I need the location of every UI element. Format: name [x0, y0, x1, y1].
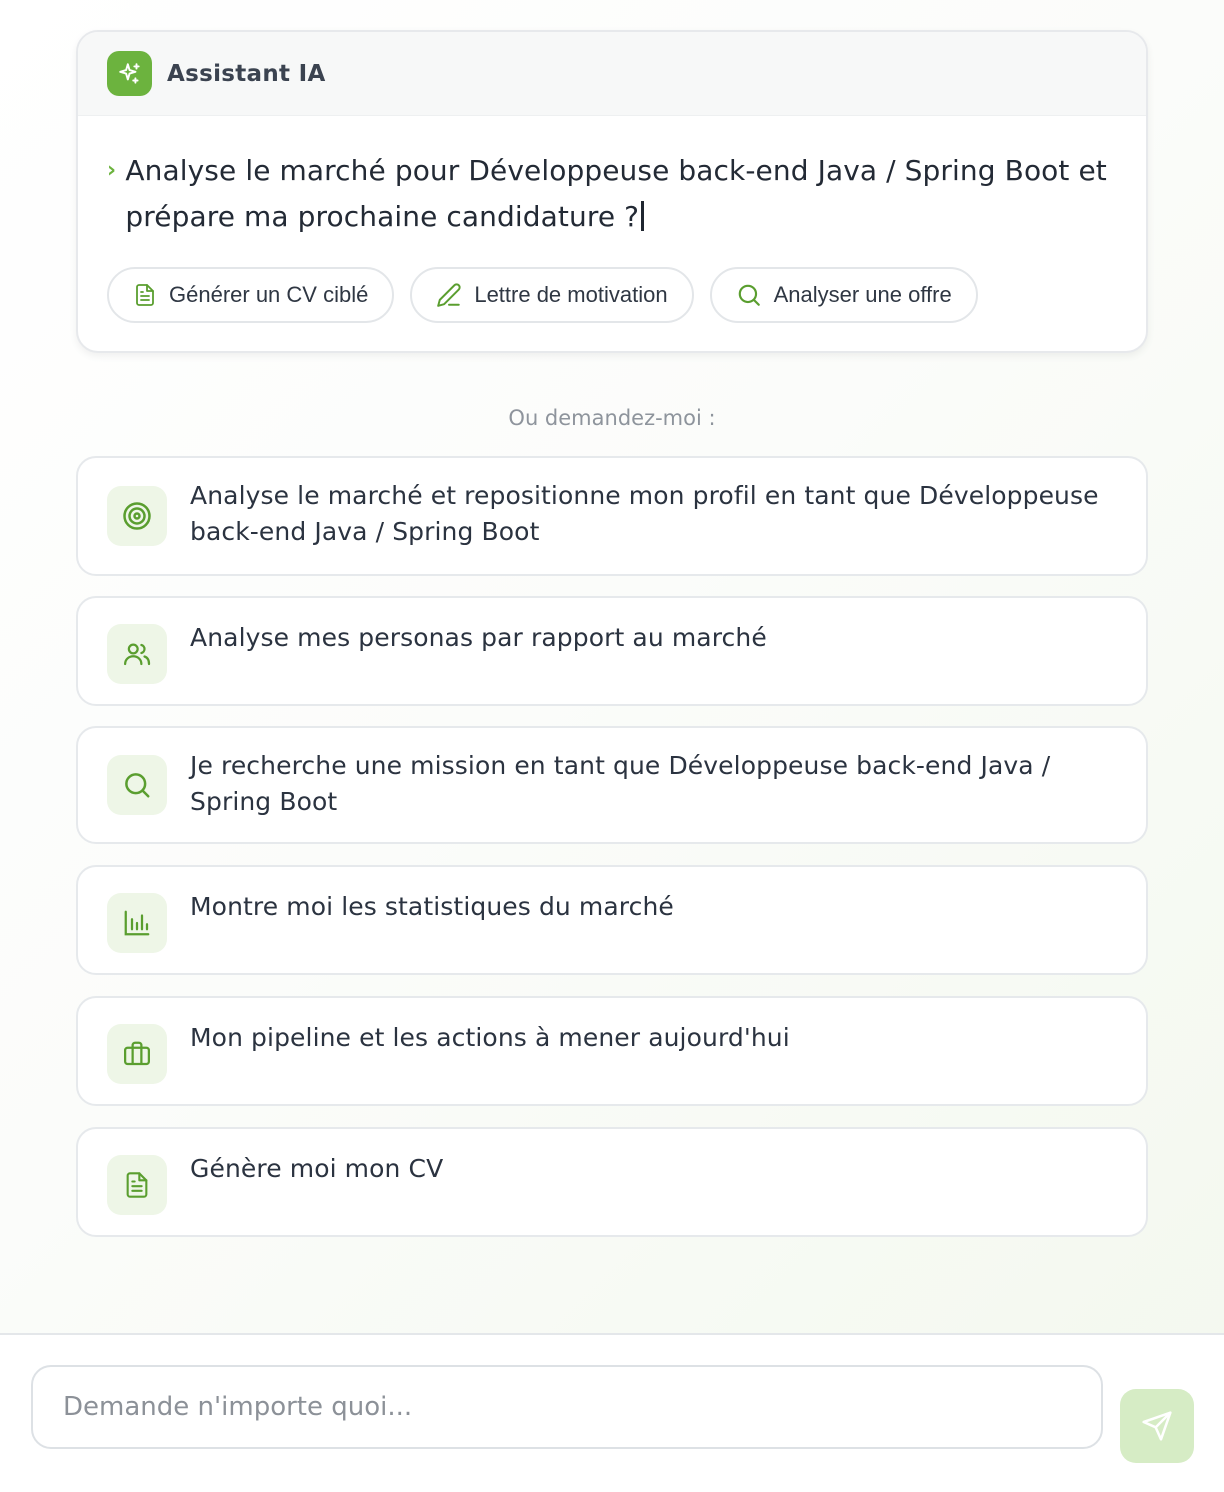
analyze-offer-button[interactable] [710, 267, 978, 323]
target-icon [107, 486, 167, 546]
users-icon [107, 624, 167, 684]
document-icon [107, 1155, 167, 1215]
suggestion-find-mission[interactable] [76, 726, 1148, 844]
assistant-prompt [107, 148, 1117, 240]
assistant-title: Assistant IA [167, 60, 326, 87]
suggestion-generate-cv[interactable] [76, 1127, 1148, 1237]
assistant-header [78, 32, 1146, 116]
suggestion-reposition-profile[interactable] [76, 456, 1148, 576]
generate-cv-label: Générer un CV ciblé [169, 282, 369, 307]
suggestion-personas[interactable] [76, 596, 1148, 706]
suggestions-label: Ou demandez-moi : [508, 406, 716, 430]
sparkles-icon [107, 51, 152, 96]
send-icon [1141, 1410, 1173, 1442]
generate-cv-button[interactable] [107, 267, 394, 323]
suggestion-market-stats[interactable] [76, 865, 1148, 975]
document-icon [133, 283, 157, 307]
send-button[interactable] [1120, 1389, 1194, 1463]
chevron-right-icon: › [107, 158, 117, 183]
suggestion-text: Analyse le marché et repositionne mon profil en tant que Développeuse back-end Java / Spring Boot [190, 481, 1099, 546]
suggestion-pipeline[interactable] [76, 996, 1148, 1106]
text-caret [641, 201, 644, 231]
cover-letter-button[interactable] [410, 267, 693, 323]
briefcase-icon [107, 1024, 167, 1084]
suggestion-text: Mon pipeline et les actions à mener aujourd'hui [190, 1023, 790, 1052]
suggestion-text: Montre moi les statistiques du marché [190, 892, 674, 921]
cover-letter-label: Lettre de motivation [474, 282, 668, 307]
analyze-offer-label: Analyser une offre [773, 282, 952, 307]
quick-actions [107, 267, 978, 323]
bar-chart-icon [107, 893, 167, 953]
suggestion-text: Génère moi mon CV [190, 1154, 444, 1183]
prompt-text: Analyse le marché pour Développeuse back-end Java / Spring Boot et prépare ma prochaine candidature ? [125, 154, 1107, 233]
pen-icon [436, 282, 462, 308]
chat-input[interactable] [31, 1365, 1103, 1449]
assistant-card [76, 30, 1148, 353]
search-icon [107, 755, 167, 815]
suggestion-text: Je recherche une mission en tant que Développeuse back-end Java / Spring Boot [190, 751, 1051, 816]
search-icon [736, 282, 762, 308]
suggestion-text: Analyse mes personas par rapport au marché [190, 623, 767, 652]
